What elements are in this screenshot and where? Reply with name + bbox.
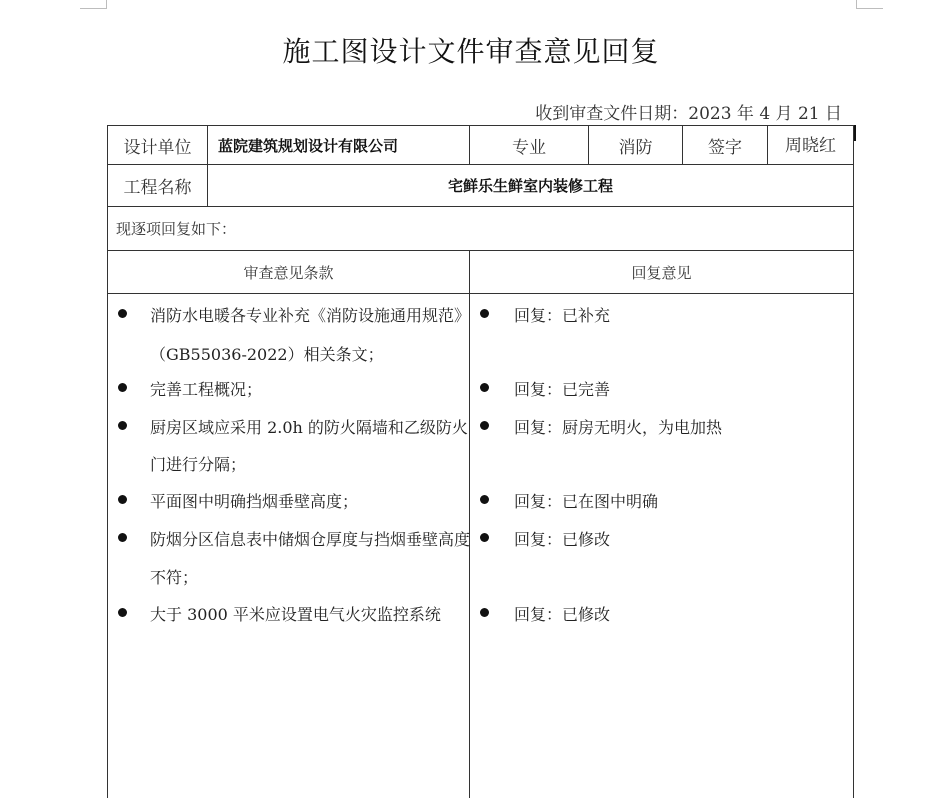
- reply-text: 回复：厨房无明火，为电加热: [514, 418, 723, 437]
- reply-text: 回复：已修改: [514, 605, 611, 624]
- signature-label: 签字: [708, 137, 742, 158]
- intro-text: 现逐项回复如下：: [116, 220, 237, 238]
- specialty-label: 专业: [512, 137, 546, 158]
- bullet-icon: [480, 608, 489, 617]
- bullet-icon: [480, 309, 489, 318]
- bullet-icon: [480, 421, 489, 430]
- bullet-icon: [118, 495, 127, 504]
- reply-text: 回复：已完善: [514, 380, 611, 399]
- bullet-icon: [118, 309, 127, 318]
- bullet-icon: [118, 608, 127, 617]
- reply-text: 回复：已补充: [514, 306, 611, 325]
- review-item-text: 厨房区域应采用 2.0h 的防火隔墙和乙级防火: [150, 418, 468, 437]
- review-item-text-continued: （GB55036-2022）相关条文；: [150, 345, 384, 364]
- bullet-icon: [480, 495, 489, 504]
- specialty-value: 消防: [618, 137, 653, 158]
- page-corner-mark-right: [856, 0, 883, 9]
- bullet-icon: [118, 533, 127, 542]
- review-item-text-continued: 门进行分隔；: [150, 455, 247, 474]
- received-date: 收到审查文件日期：2023 年 4 月 21 日: [535, 104, 842, 124]
- text-cursor: [854, 125, 856, 141]
- document-title: 施工图设计文件审查意见回复: [282, 35, 660, 68]
- bullet-icon: [480, 533, 489, 542]
- review-item-text: 完善工程概况；: [150, 380, 263, 399]
- column-header-review: 审查意见条款: [243, 263, 334, 282]
- bullet-icon: [118, 383, 127, 392]
- review-item-text: 大于 3000 平米应设置电气火灾监控系统: [150, 605, 441, 624]
- review-item-text: 消防水电暖各专业补充《消防设施通用规范》: [150, 306, 471, 325]
- review-item-text: 平面图中明确挡烟垂壁高度；: [150, 492, 359, 511]
- page-corner-mark-left: [80, 0, 107, 9]
- reply-text: 回复：已在图中明确: [514, 492, 659, 511]
- design-unit-label: 设计单位: [123, 137, 192, 158]
- review-item-text-continued: 不符；: [150, 568, 199, 587]
- review-item-text: 防烟分区信息表中储烟仓厚度与挡烟垂壁高度: [150, 530, 471, 549]
- column-header-reply: 回复意见: [631, 263, 692, 282]
- project-name-value: 宅鲜乐生鲜室内装修工程: [447, 177, 613, 195]
- bullet-icon: [480, 383, 489, 392]
- project-name-label: 工程名称: [123, 178, 192, 198]
- signature-value: 周晓红: [785, 135, 836, 156]
- design-unit-value: 蓝院建筑规划设计有限公司: [218, 136, 399, 155]
- reply-text: 回复：已修改: [514, 530, 611, 549]
- bullet-icon: [118, 421, 127, 430]
